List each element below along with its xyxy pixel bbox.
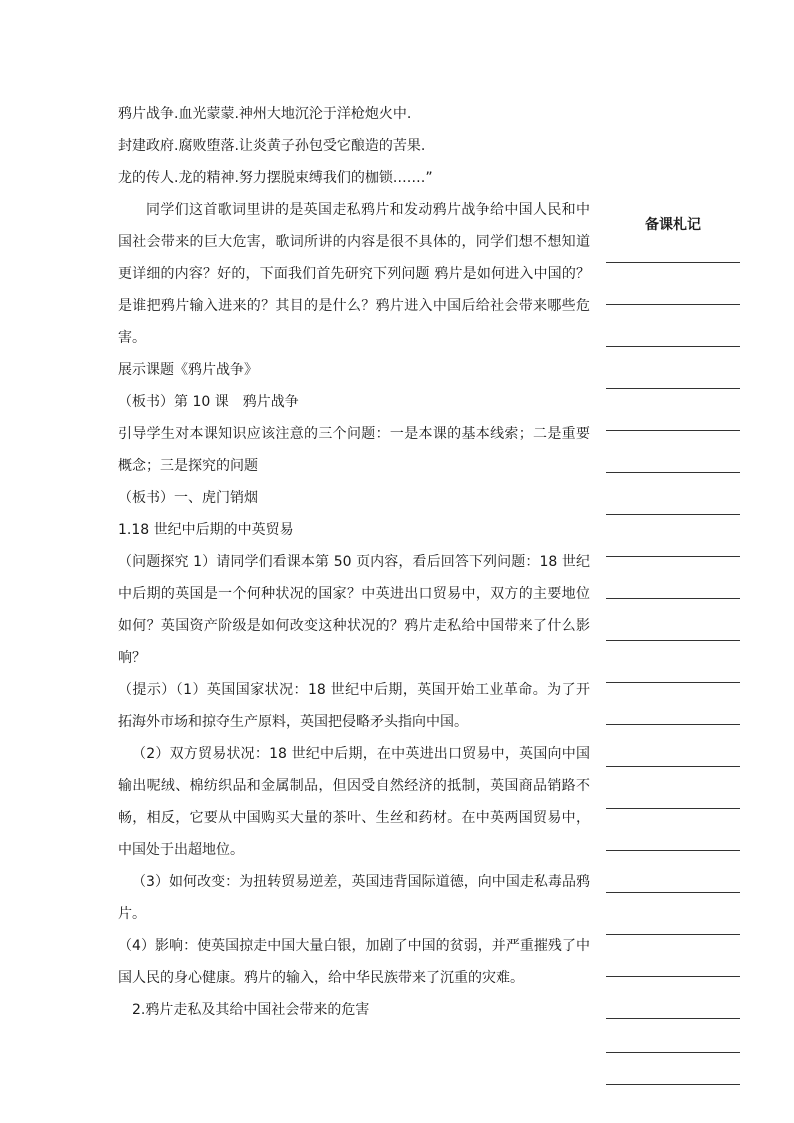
hint-paragraph-1: （提示）（1）英国国家状况：18 世纪中后期，英国开始工业革命。为了开拓海外市场和掠夺生产原料，英国把侵略矛头指向中国。 bbox=[118, 682, 590, 730]
note-line bbox=[606, 598, 740, 599]
note-line bbox=[606, 682, 740, 683]
note-line bbox=[606, 1052, 740, 1053]
note-line bbox=[606, 808, 740, 809]
notes-column bbox=[606, 0, 740, 1123]
intro-paragraph: 同学们这首歌词里讲的是英国走私鸦片和发动鸦片战争给中国人民和中国社会带来的巨大危害，歌词所讲的内容是很不具体的，同学们想不想知道更详细的内容？好的，下面我们首先研究下列问题 鸦片是如何进入中国的？是谁把鸦片输入进来的？其目的是什么？鸦片进入中国后给社会带来哪些危害。 bbox=[118, 202, 590, 346]
note-line bbox=[606, 892, 740, 893]
board-lesson-title: （板书）第 10 课 鸦片战争 bbox=[118, 394, 299, 410]
note-line bbox=[606, 514, 740, 515]
note-line bbox=[606, 1018, 740, 1019]
hint-paragraph-2: （2）双方贸易状况：18 世纪中后期，在中英进出口贸易中，英国向中国输出呢绒、棉纺织品和金属制品，但因受自然经济的抵制，英国商品销路不畅，相反，它要从中国购买大量的茶叶、生丝和药材。在中英两国贸易中，中国处于出超地位。 bbox=[118, 746, 590, 858]
guide-paragraph: 引导学生对本课知识应该注意的三个问题：一是本课的基本线索；二是重要概念；三是探究的问题 bbox=[118, 426, 590, 474]
lyric-line: 鸦片战争.血光蒙蒙.神州大地沉沦于洋枪炮火中. bbox=[118, 106, 412, 122]
note-line bbox=[606, 556, 740, 557]
note-line bbox=[606, 346, 740, 347]
subsection-heading: 1.18 世纪中后期的中英贸易 bbox=[118, 522, 294, 538]
note-line bbox=[606, 934, 740, 935]
show-topic: 展示课题《鸦片战争》 bbox=[118, 362, 258, 378]
hint-paragraph-4: （4）影响：使英国掠走中国大量白银，加剧了中国的贫弱，并严重摧残了中国人民的身心健康。鸦片的输入，给中华民族带来了沉重的灾难。 bbox=[118, 938, 590, 986]
note-line bbox=[606, 388, 740, 389]
note-line bbox=[606, 850, 740, 851]
note-line bbox=[606, 430, 740, 431]
note-line bbox=[606, 262, 740, 263]
note-line bbox=[606, 976, 740, 977]
lyric-line: 龙的传人.龙的精神.努力摆脱束缚我们的枷锁.……” bbox=[118, 170, 433, 186]
subsection-heading: 2.鸦片走私及其给中国社会带来的危害 bbox=[132, 1002, 370, 1018]
inquiry-paragraph: （问题探究 1）请同学们看课本第 50 页内容，看后回答下列问题：18 世纪中后期的英国是一个何种状况的国家？中英进出口贸易中，双方的主要地位如何？英国资产阶级是如何改变这种状况的？鸦片走私给中国带来了什么影响？ bbox=[118, 554, 590, 666]
note-line bbox=[606, 304, 740, 305]
lyric-line: 封建政府.腐败堕落.让炎黄子孙包受它酿造的苦果. bbox=[118, 138, 426, 154]
note-line bbox=[606, 724, 740, 725]
notes-title: 备课札记 bbox=[645, 217, 701, 233]
note-line bbox=[606, 472, 740, 473]
note-line bbox=[606, 640, 740, 641]
board-section-title: （板书）一、虎门销烟 bbox=[118, 490, 258, 506]
lesson-content bbox=[118, 98, 590, 1026]
hint-paragraph-3: （3）如何改变：为扭转贸易逆差，英国违背国际道德，向中国走私毒品鸦片。 bbox=[118, 874, 590, 922]
note-line bbox=[606, 766, 740, 767]
note-line bbox=[606, 1084, 740, 1085]
